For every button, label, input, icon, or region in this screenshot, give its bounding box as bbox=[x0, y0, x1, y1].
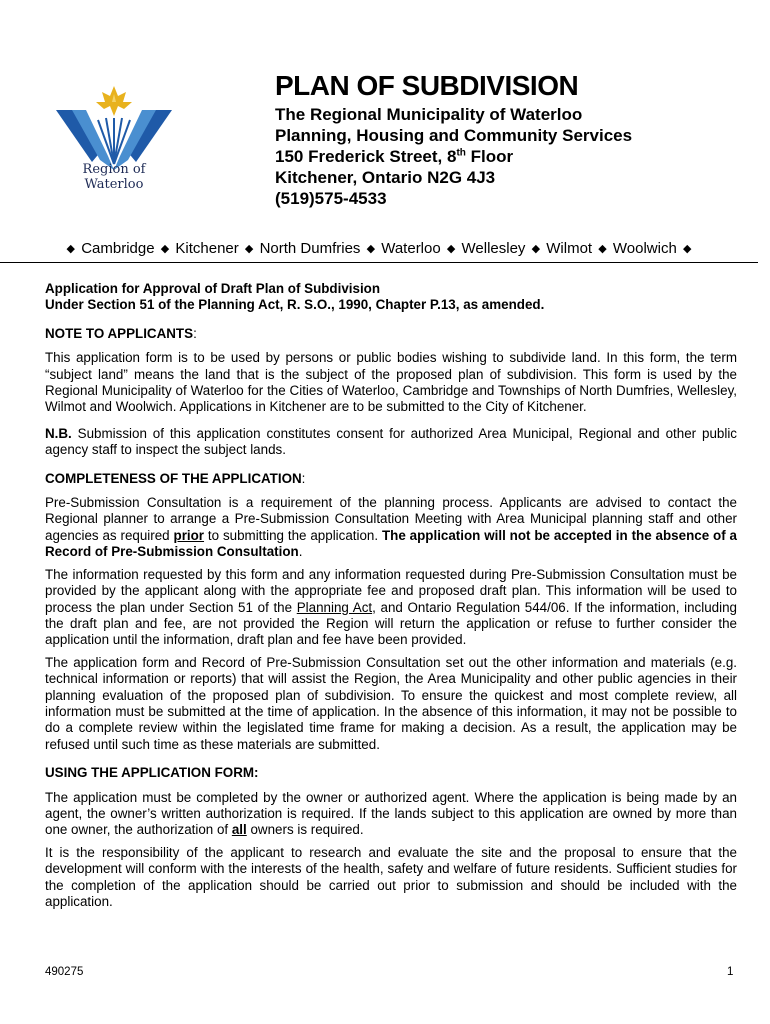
page-number: 1 bbox=[727, 966, 734, 978]
logo-caption: Region of Waterloo bbox=[82, 162, 146, 192]
diamond-icon: ◆ bbox=[531, 243, 541, 255]
document-body bbox=[45, 281, 737, 910]
note-paragraph: This application form is to be used by persons or public bodies wishing to subdivide land. In this form, the term “subject land” means the land that is the subject of the proposed plan of subdivision. This form is used by the Regional Municipality of Waterloo for the Cities of Waterloo, Cambridge and Townships of North Dumfries, Wellesley, Wilmot and Woolwich. Applications in Kitchener are to be submitted to the City of Kitchener. bbox=[45, 350, 737, 415]
intro-line-2: Under Section 51 of the Planning Act, R. S.O., 1990, Chapter P.13, as amended. bbox=[45, 297, 545, 313]
diamond-icon: ◆ bbox=[446, 243, 456, 255]
diamond-icon: ◆ bbox=[244, 243, 254, 255]
municipality-name: Cambridge bbox=[81, 240, 155, 257]
municipality-name: Woolwich bbox=[612, 240, 677, 257]
diamond-icon: ◆ bbox=[160, 243, 170, 255]
diamond-icon: ◆ bbox=[366, 243, 376, 255]
diamond-icon: ◆ bbox=[598, 243, 607, 255]
logo-crown-icon bbox=[96, 86, 132, 116]
org-name: The Regional Municipality of Waterloo bbox=[275, 105, 583, 124]
using-heading: USING THE APPLICATION FORM: bbox=[45, 765, 259, 781]
nb-paragraph: N.B. Submission of this application constitutes consent for authorized Area Municipal, Regional and other public agency staff to inspect the subject lands. bbox=[45, 425, 737, 458]
municipalities-list bbox=[0, 240, 758, 257]
phone-number: (519)575-4533 bbox=[275, 189, 387, 208]
page-title: PLAN OF SUBDIVISION bbox=[275, 70, 579, 101]
diamond-icon: ◆ bbox=[682, 243, 692, 255]
municipality-name: Wilmot bbox=[546, 240, 593, 257]
municipality-name: North Dumfries bbox=[259, 240, 361, 257]
department-name: Planning, Housing and Community Services bbox=[275, 126, 633, 145]
completeness-heading: COMPLETENESS OF THE APPLICATION: bbox=[45, 470, 306, 486]
logo-w-icon bbox=[56, 110, 172, 170]
using-paragraph-2: It is the responsibility of the applicant to research and evaluate the site and the proposal to ensure that the development will conform with the interests of the health, safety and welfare of future residents. Sufficient studies for the completion of the application should be carried out prior to submission and should be included with the application. bbox=[45, 844, 737, 909]
form-number: 490275 bbox=[45, 966, 84, 978]
completeness-paragraph-2: The information requested by this form and any information requested during Pre-Submission Consultation must be provided by the applicant along with the appropriate fee and proposed draft plan. This information will be used to process the plan under Section 51 of the Planning Act, and Ontario Regulation 544/06. If the information, including the draft plan and fee, are not provided the Region will return the application or refuse to further consider the application until the information, draft plan and fee have been provided. bbox=[45, 566, 737, 648]
municipality-name: Waterloo bbox=[381, 240, 441, 257]
street-address: 150 Frederick Street, 8th Floor bbox=[275, 147, 514, 166]
completeness-paragraph-3: The application form and Record of Pre-Submission Consultation set out the other information and materials (e.g. technical information or reports) that will assist the Region, the Area Municipality and other public agencies in their planning evaluation of the proposed plan of subdivision. To ensure the quickest and most complete review, all information must be submitted at the time of application. In the absence of this information, it may not be possible to do a complete review within the legislated time frame for making a decision. As a result, the application may be refused until such time as these materials are submitted. bbox=[45, 654, 737, 752]
planning-act-reference: Planning Act bbox=[296, 599, 373, 615]
diamond-icon: ◆ bbox=[66, 243, 76, 255]
address-block bbox=[275, 104, 632, 209]
city-postal: Kitchener, Ontario N2G 4J3 bbox=[275, 168, 496, 187]
municipality-name: Kitchener bbox=[175, 240, 239, 257]
using-paragraph-1: The application must be completed by the owner or authorized agent. Where the application is being made by an agent, the owner’s written authorization is required. If the lands subject to this application are owned by more than one owner, the authorization of all owners is required. bbox=[45, 789, 737, 838]
note-heading: NOTE TO APPLICANTS: bbox=[45, 325, 197, 341]
completeness-paragraph-1: Pre-Submission Consultation is a requirement of the planning process. Applicants are advised to contact the Regional planner to arrange a Pre-Submission Consultation Meeting with Area Municipal planning staff and other agencies as required prior to submitting the application. The application will not be accepted in the absence of a Record of Pre-Submission Consultation. bbox=[45, 495, 737, 560]
header-divider bbox=[0, 262, 758, 263]
intro-line-1: Application for Approval of Draft Plan of Subdivision bbox=[45, 281, 381, 296]
municipality-name: Wellesley bbox=[461, 240, 526, 257]
